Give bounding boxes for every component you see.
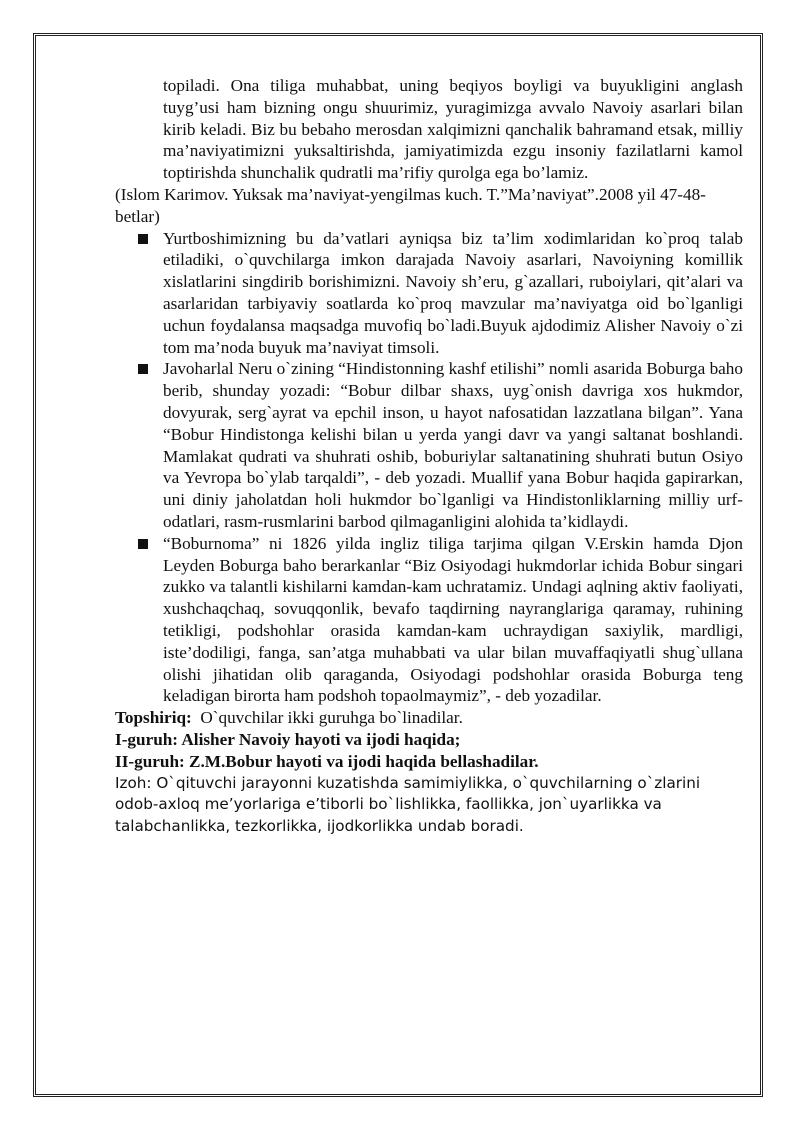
note-paragraph: Izoh: O`qituvchi jarayonni kuzatishda samimiylikka, o`quvchilarning o`zlarini odob-axloq me’yorlariga e’tiborli bo`lishlikka, faollikka, jon`uyarlikka va talabchanlikka, tezkorlikka, ijodkorlikka undab boradi. <box>115 773 701 836</box>
quote-source: (Islom Karimov. Yuksak ma’naviyat-yengilmas kuch. T.”Ma’naviyat”.2008 yil 47-48-betlar) <box>115 184 706 226</box>
bullet-item-3 <box>163 533 743 707</box>
intro-paragraph: topiladi. Ona tiliga muhabbat, uning beqiyos boyligi va buyukligini anglash tuyg’usi ham bizning ongu shuurimiz, yuragimizga avvalo Navoiy asarlari bilan kirib keladi. Biz bu bebaho merosdan xalqimizni qanchalik bahramand etsak, milliy ma’naviyatimizni yuksaltirishda, jamiyatimizda ezgu insoniy fazilatlarni kamol toptirishda shunchalik qudratli ma’rifiy qurolga ega bo’lamiz. <box>163 76 743 183</box>
bullet-item-2 <box>163 358 743 532</box>
task-line <box>115 707 743 729</box>
task-label: Topshiriq: <box>115 708 192 728</box>
bullet-text: Yurtboshimizning bu da’vatlari ayniqsa biz ta’lim xodimlaridan ko`proq talab etiladiki, o`quvchilarga imkon darajada Navoiy asarlari, Navoiyning komillik xislatlarini singdirib borishimizni. Navoiy sh’eru, g`azallari, ruboiylari, qit’alari va asarlaridan tarbiyaviy soatlarda ko`proq mavzular ma’naviyatga oid bo`lganligi uchun foydalansa maqsadga muvofiq bo`ladi.Buyuk ajdodimiz Alisher Navoiy o`zi tom ma’noda buyuk ma’naviyat timsoli. <box>163 228 743 357</box>
bullet-item-1 <box>163 228 743 359</box>
square-bullet-icon <box>138 234 148 244</box>
square-bullet-icon <box>138 539 148 549</box>
bullet-text: Javoharlal Neru o`zining “Hindistonning kashf etilishi” nomli asarida Boburga baho berib, shunday yozadi: “Bobur dilbar shaxs, uyg`onish davriga xos hukmdor, dovyurak, serg`ayrat va epchil inson, u hayot nafosatidan lazzatlana bilgan”. Yana “Bobur Hindistonga kelishi bilan u yerda yangi davr va yangi saltanat boshlandi. Mamlakat qudrati va shuhrati oshib, boburiylar saltanatining shuhrati butun Osiyo va Yevropa bo`ylab tarqaldi”, - deb yozadi. Muallif yana Bobur haqida gapirarkan, uni diniy jaholatdan holi hukmdor bo`lganligi va Hindistonliklarning milliy urf-odatlari, rasm-rusmlarini barbod qilmaganligini alohida ta’kidlaydi. <box>163 359 743 531</box>
square-bullet-icon <box>138 364 148 374</box>
bullet-text: “Boburnoma” ni 1826 yilda ingliz tiliga tarjima qilgan V.Erskin hamda Djon Leyden Boburga baho berarkanlar “Biz Osiyodagi hukmdorlar ichida Bobur singari zukko va talantli kishilarni kamdan-kam uchratamiz. Undagi aqlning aktiv faoliyati, xushchaqchaq, sovuqqonlik, bevafo taqdirning nayranglariga qaramay, ruhining tetikligi, podshohlar orasida kamdan-kam uchraydigan saxiylik, mardligi, iste’dodiligi, fanga, san’atga muhabbati va ular bilan muvaffaqiyatli shug`ullana olishi jihatidan olib qaraganda, Osiyodagi podshohlar orasida Boburga teng keladigan birorta ham podshoh topaolmaymiz”, - deb yozadilar. <box>163 533 743 706</box>
task-text: O`quvchilar ikki guruhga bo`linadilar. <box>191 708 463 728</box>
document-body <box>115 75 743 838</box>
group-1-heading: I-guruh: Alisher Navoiy hayoti va ijodi haqida; <box>115 729 461 749</box>
group-2-heading: II-guruh: Z.M.Bobur hayoti va ijodi haqida bellashadilar. <box>115 751 539 771</box>
